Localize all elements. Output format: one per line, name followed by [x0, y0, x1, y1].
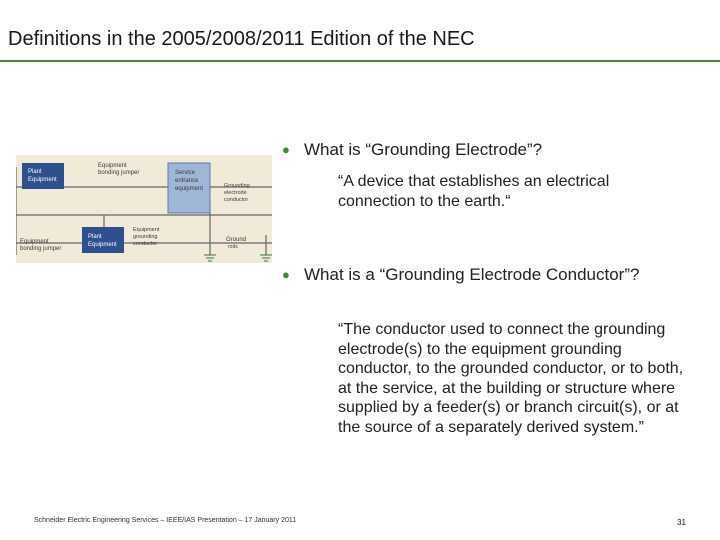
- equipment-bonding-jumper-bottom-label-2: bonding jumper: [20, 246, 62, 252]
- bullet-question: What is “Grounding Electrode”?: [304, 140, 543, 159]
- egc-label-1: Equipment: [133, 227, 160, 233]
- definition-grounding-electrode-conductor: “The conductor used to connect the grounding electrode(s) to the equipment grounding conductor, to the grounded conductor, or to both, at the service, at the building or structure where supplied by a feeder(s) or branch circuit(s), or at the source of a separately derived system.”: [338, 321, 684, 436]
- service-label-2: entrance: [175, 178, 199, 184]
- gec-label-2: electrode: [224, 190, 247, 196]
- definition-grounding-electrode: “A device that establishes an electrical connection to the earth.“: [338, 173, 610, 210]
- plant-equipment-top-label-1: Plant: [28, 169, 42, 175]
- egc-label-2: grounding: [133, 234, 158, 240]
- ground-label-2: rods: [228, 244, 238, 250]
- grounding-diagram-svg: [16, 155, 272, 263]
- plant-equipment-top-label-2: Equipment: [28, 177, 57, 183]
- bullet-dot-icon: ●: [282, 267, 290, 282]
- bullet-dot-icon: ●: [282, 142, 290, 157]
- plant-equipment-top-box: [22, 163, 64, 189]
- slide-title: Definitions in the 2005/2008/2011 Edition of the NEC: [8, 28, 475, 50]
- gec-label-3: conductor: [224, 197, 249, 203]
- grounding-diagram: [16, 155, 272, 263]
- ground-label-1: Ground: [226, 237, 247, 243]
- egc-label-3: conductor: [133, 241, 158, 247]
- service-label-1: Service: [175, 170, 196, 176]
- ground-symbol-right: [260, 255, 272, 261]
- equipment-bonding-jumper-top-label-2: bonding jumper: [98, 170, 140, 176]
- slide-footer: Schneider Electric Engineering Services – IEEE/IAS Presentation – 17 January 2011: [34, 517, 297, 524]
- plant-equipment-bottom-box: [82, 227, 124, 253]
- plant-equipment-bottom-label-2: Equipment: [88, 242, 117, 248]
- equipment-bonding-jumper-bottom-label-1: Equipment: [20, 239, 49, 245]
- bullet-question: What is a “Grounding Electrode Conductor”?: [304, 265, 640, 284]
- equipment-bonding-jumper-top-label-1: Equipment: [98, 163, 127, 169]
- gec-label-1: Grounding: [224, 183, 250, 189]
- service-label-3: equipment: [175, 186, 204, 192]
- title-divider: [0, 60, 720, 62]
- plant-equipment-bottom-label-1: Plant: [88, 234, 102, 240]
- ground-symbol-left: [204, 255, 216, 261]
- page-number: 31: [677, 518, 686, 527]
